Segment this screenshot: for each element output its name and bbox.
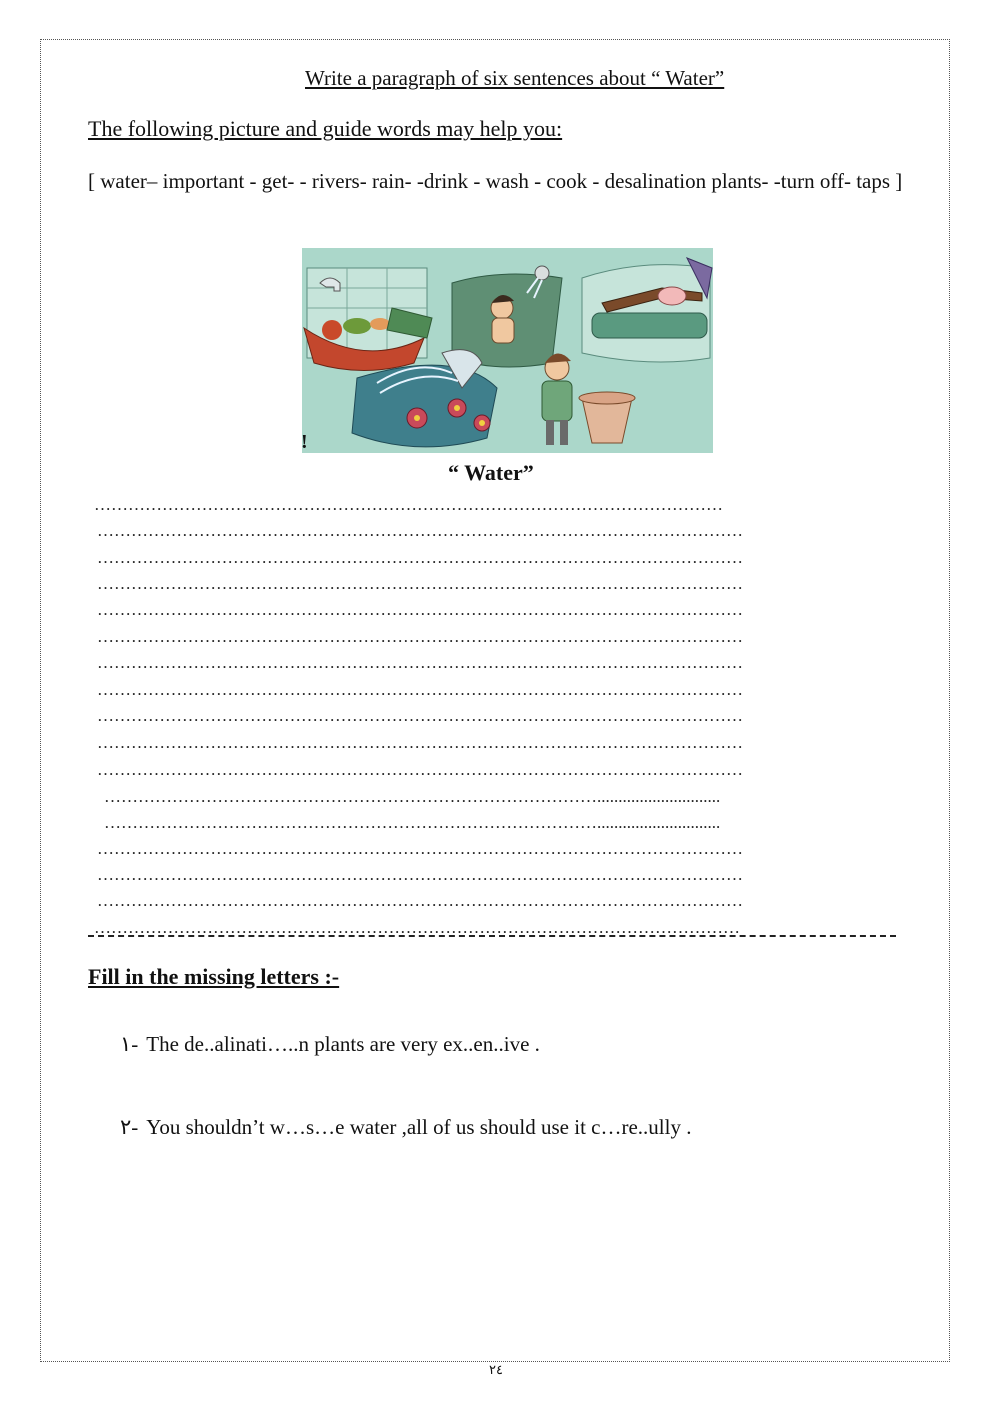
picture-caption: “ Water” [448, 460, 534, 485]
writing-line[interactable]: …………………………………………………………………………………………………… [97, 680, 743, 699]
section-heading: Fill in the missing letters :- [88, 964, 340, 989]
writing-line[interactable]: ………………………………………………………………………………………………… [94, 495, 723, 514]
writing-line[interactable]: …………………………………………………………………………………………………… [97, 548, 743, 567]
writing-line[interactable]: …………………………………………………………………………………………………… [97, 865, 743, 884]
exercise-number: ١- [120, 1032, 139, 1056]
exercise-number: ٢- [120, 1115, 139, 1139]
writing-line[interactable]: …………………………………………………………………………………………………… [97, 521, 743, 540]
water-uses-illustration [302, 248, 713, 453]
worksheet-title: Write a paragraph of six sentences about “ Water” [305, 66, 725, 90]
exercise-2 [120, 1115, 691, 1140]
page-border [40, 39, 950, 1362]
washing-vegetables-scene [304, 268, 432, 371]
writing-line[interactable]: …………………………………………………………………………………………………… [97, 706, 743, 725]
instructions-subtitle: The following picture and guide words may help you: [88, 116, 563, 141]
writing-line[interactable]: …………………………………………………………………………………………………… [97, 760, 743, 779]
guide-words: [ water– important - get- - rivers- rain- -drink - wash - cook - desalination plants- -turn off- taps ] [88, 169, 903, 193]
section-divider [88, 935, 896, 937]
writing-line[interactable]: …………………………………………………………………………………………………… [97, 733, 743, 752]
exercise-text[interactable]: You shouldn’t w…s…e water ,all of us should use it c…re..ully . [146, 1115, 692, 1139]
writing-line[interactable]: ……………………………………………………………………………............................. [104, 813, 721, 832]
hand-washing-scene [582, 258, 712, 362]
writing-line[interactable]: ……………………………………………………………………………............................. [104, 787, 721, 806]
exercise-text[interactable]: The de..alinati…..n plants are very ex..en..ive . [146, 1032, 540, 1056]
picture-mark: ! [301, 431, 308, 453]
writing-line[interactable]: …………………………………………………………………………………………………… [94, 918, 740, 937]
writing-line[interactable]: …………………………………………………………………………………………………… [97, 600, 743, 619]
page-number: ٢٤ [489, 1362, 503, 1377]
writing-line[interactable]: …………………………………………………………………………………………………… [97, 653, 743, 672]
writing-line[interactable]: …………………………………………………………………………………………………… [97, 891, 743, 910]
writing-line[interactable]: …………………………………………………………………………………………………… [97, 574, 743, 593]
exercise-1 [120, 1032, 540, 1057]
writing-line[interactable]: …………………………………………………………………………………………………… [97, 839, 743, 858]
writing-line[interactable]: …………………………………………………………………………………………………… [97, 627, 743, 646]
